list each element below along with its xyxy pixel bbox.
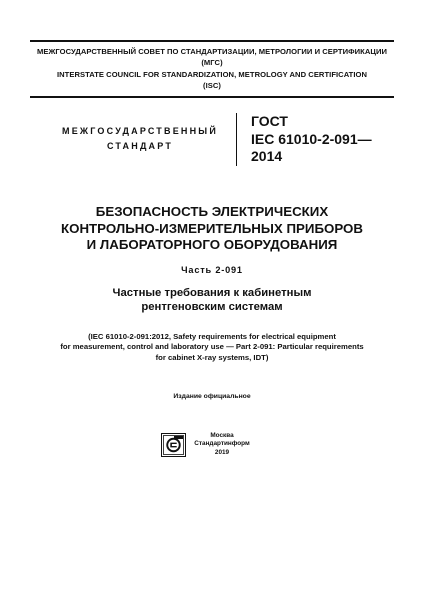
document-title-line1: БЕЗОПАСНОСТЬ ЭЛЕКТРИЧЕСКИХ: [95, 204, 329, 219]
council-abbr-en: (ISC): [203, 80, 221, 90]
publisher-name: Стандартинформ: [194, 440, 250, 448]
council-name-ru: [30, 47, 394, 68]
standard-type-line1: МЕЖГОСУДАРСТВЕННЫЙ: [62, 126, 218, 136]
international-reference: [30, 332, 394, 363]
vertical-divider: [236, 113, 237, 166]
top-rule: [30, 40, 394, 42]
middle-rule: [30, 96, 394, 98]
document-subtitle-line2: рентгеновским системам: [141, 301, 283, 314]
document-title: [30, 204, 394, 254]
standartinform-logo-icon: [161, 433, 186, 457]
publisher-block: [192, 432, 252, 457]
standard-code: [251, 113, 401, 166]
document-title-line3: И ЛАБОРАТОРНОГО ОБОРУДОВАНИЯ: [86, 237, 338, 253]
international-reference-line3: for cabinet X-ray systems, IDT): [155, 352, 269, 362]
part-number: Часть 2-091: [181, 265, 243, 275]
international-reference-line1: (IEC 61010-2-091:2012, Safety requirements for electrical equipment: [88, 332, 336, 341]
publication-year: 2019: [214, 448, 230, 456]
document-subtitle: [30, 286, 394, 314]
standard-type-line2: СТАНДАРТ: [106, 141, 174, 151]
international-reference-line2: for measurement, control and laboratory use — Part 2-091: Particular requirements: [60, 342, 364, 352]
council-name-en: [30, 70, 394, 91]
council-abbr-ru: (МГС): [201, 57, 223, 67]
document-subtitle-line1: Частные требования к кабинетным: [112, 287, 312, 299]
standard-code-line2: IEC 61010-2-091—: [251, 130, 372, 147]
document-title-line2: КОНТРОЛЬНО-ИЗМЕРИТЕЛЬНЫХ ПРИБОРОВ: [61, 220, 363, 236]
council-name-en-line: INTERSTATE COUNCIL FOR STANDARDIZATION, METROLOGY AND CERTIFICATION: [56, 70, 368, 79]
standard-code-line3: 2014: [251, 148, 283, 164]
publisher-city: Москва: [210, 432, 234, 439]
council-name-ru-line: МЕЖГОСУДАРСТВЕННЫЙ СОВЕТ ПО СТАНДАРТИЗАЦИИ, МЕТРОЛОГИИ И СЕРТИФИКАЦИИ: [36, 47, 387, 56]
standard-code-line1: ГОСТ: [251, 113, 288, 129]
edition-note: Издание официальное: [173, 393, 251, 400]
standard-type: [60, 124, 220, 154]
